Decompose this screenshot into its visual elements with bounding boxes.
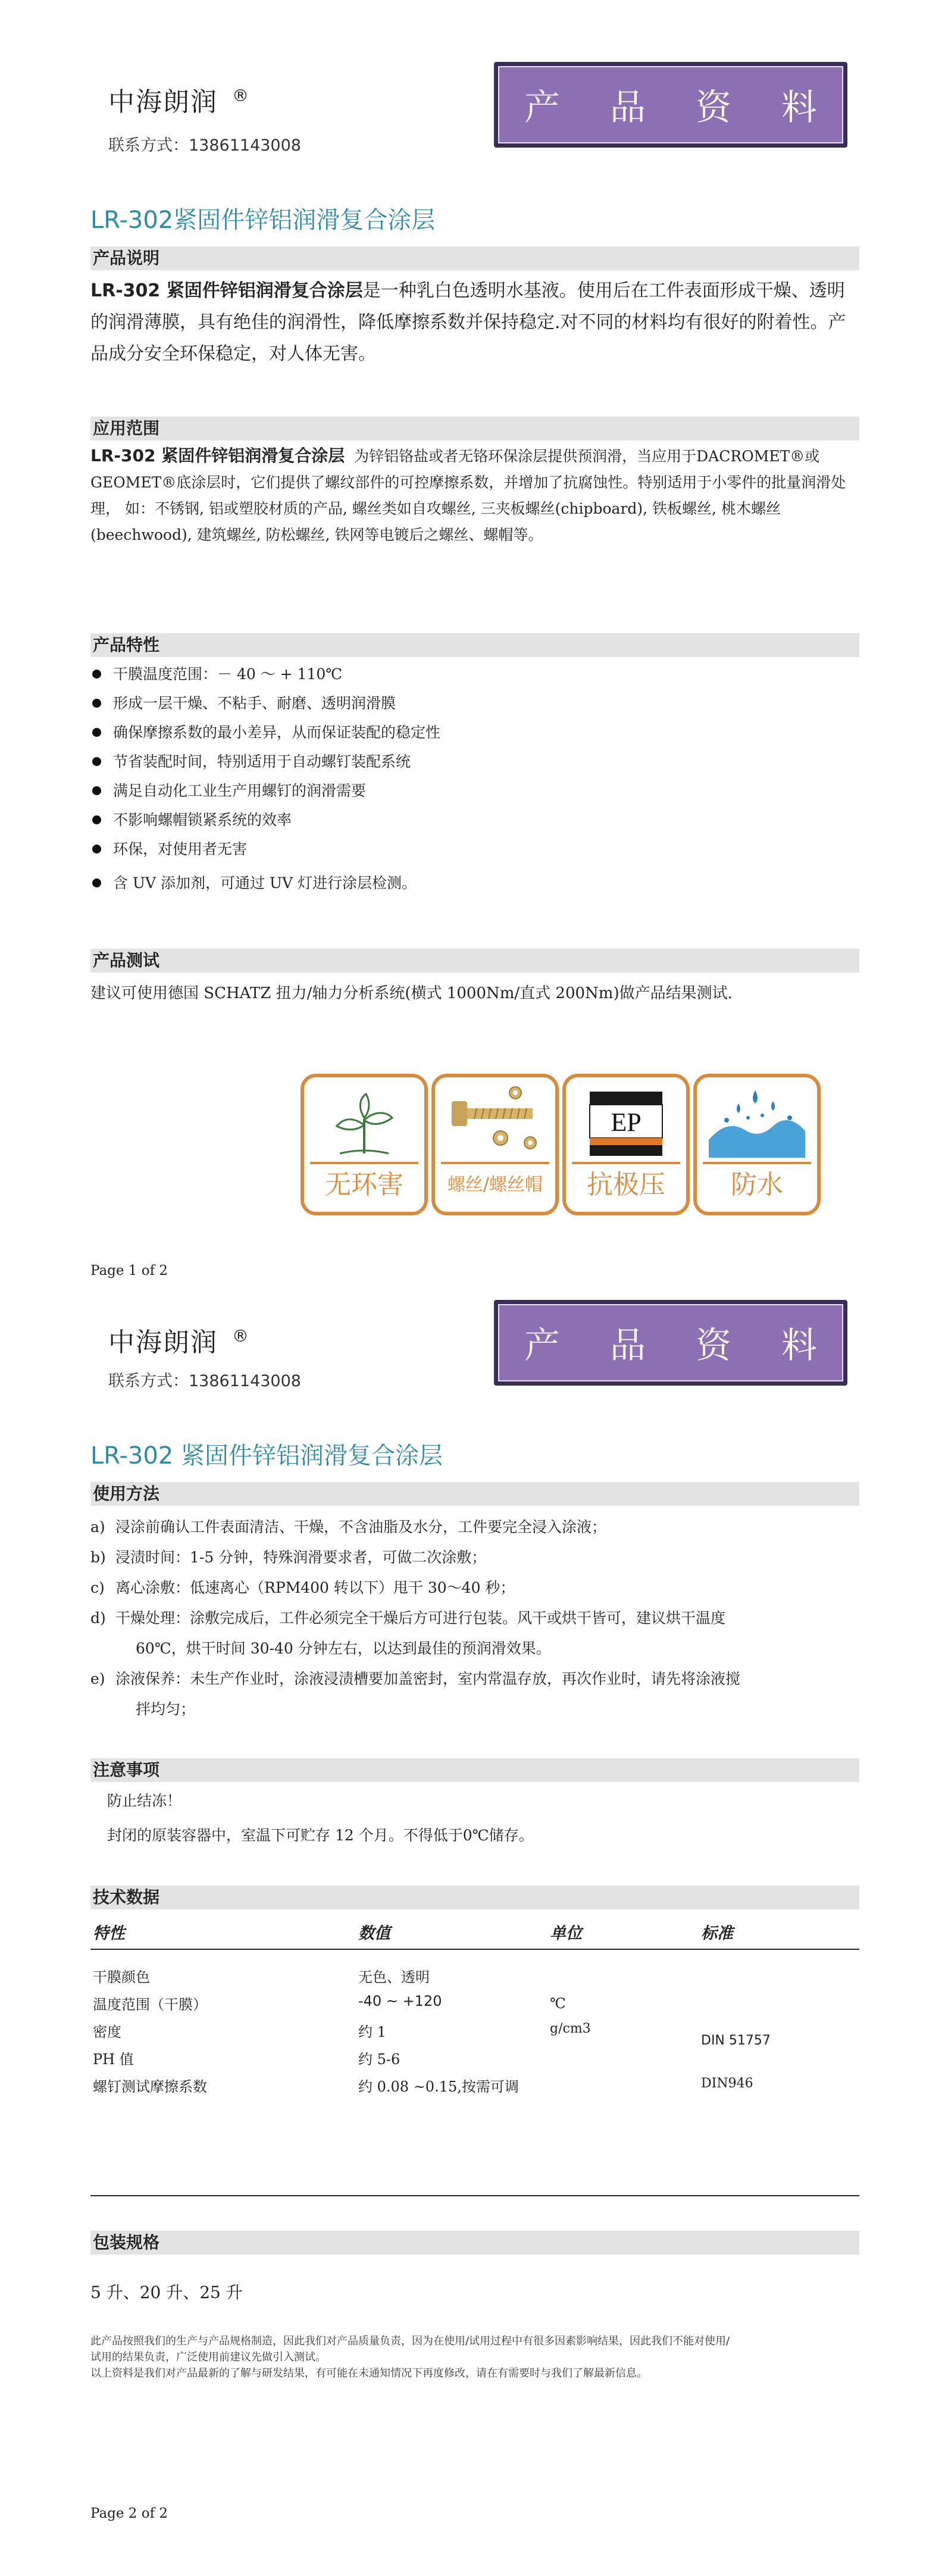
product-info-banner [494, 62, 847, 148]
banner-char: 产 [524, 87, 560, 129]
table-cell: 约 0.08 ~0.15,按需可调 [358, 2078, 519, 2095]
list-item: 满足自动化工业生产用螺钉的润滑需要 [92, 776, 854, 805]
screw-icon [441, 1083, 549, 1161]
company-name: 中海朗润 ® [108, 1326, 250, 1358]
banner-char: 料 [781, 87, 817, 129]
usage-step: b) 浸渍时间：1-5 分钟，特殊润滑要求者，可做二次涂敷； [90, 1549, 487, 1566]
badge-screw [431, 1074, 559, 1215]
badge-eco [301, 1074, 428, 1215]
usage-step: d) 干燥处理：涂敷完成后，工件必须完全干燥后方可进行包装。风干或烘干皆可，建议烘干温度 60℃，烘干时间 30-40 分钟左右，以达到最佳的预润滑效果。 [90, 1609, 726, 1657]
table-cell: 螺钉测试摩擦系数 [93, 2078, 207, 2095]
testing-paragraph: 建议可使用德国 SCHATZ 扭力/轴力分析系统(横式 1000Nm/直式 200Nm)做产品结果测试. [90, 984, 733, 1002]
page-number: Page 1 of 2 [90, 1263, 168, 1278]
badge-label: 抗极压 [572, 1162, 680, 1206]
banner-char: 品 [610, 87, 646, 129]
tech-data-table [90, 1920, 859, 2099]
packaging-text: 5 升、20 升、25 升 [90, 2283, 243, 2302]
list-item: 确保摩擦系数的最小差异，从而保证装配的稳定性 [92, 718, 854, 747]
section-heading-notes: 注意事项 [90, 1758, 859, 1782]
table-cell: 约 5-6 [358, 2051, 400, 2068]
section-heading-testing: 产品测试 [90, 949, 859, 973]
page-2 [0, 1288, 945, 2576]
table-cell: PH 值 [93, 2051, 134, 2068]
plant-icon [310, 1083, 418, 1161]
document-title: LR-302 紧固件锌铝润滑复合涂层 [90, 1442, 443, 1470]
table-cell: ℃ [550, 1995, 566, 2012]
banner-char: 料 [781, 1325, 817, 1367]
water-icon [703, 1083, 811, 1161]
column-header: 特性 [93, 1924, 125, 1943]
features-list [92, 659, 854, 898]
document-title: LR-302紧固件锌铝润滑复合涂层 [90, 207, 436, 234]
table-cell: 密度 [93, 2024, 121, 2040]
section-heading-features: 产品特性 [90, 633, 859, 657]
feature-badges [301, 1074, 821, 1215]
table-rule [90, 1949, 859, 1950]
usage-step: e) 涂液保养：未生产作业时，涂液浸渍槽要加盖密封，室内常温存放，再次作业时，请先将涂液搅 拌均匀； [90, 1670, 741, 1718]
registered-mark: ® [232, 1326, 250, 1346]
table-cell: DIN 51757 [701, 2033, 771, 2048]
badge-label: 螺丝/螺丝帽 [441, 1162, 549, 1206]
badge-water [693, 1074, 821, 1215]
section-heading-usage: 使用方法 [90, 1482, 859, 1506]
disclaimer: 此产品按照我们的生产与产品规格制造，因此我们对产品质量负责，因为在使用/试用过程中有很多因素影响结果，因此我们不能对使用/ 试用的结果负责，广泛使用前建议先做引入测试。 以上资料是我们对产品最新的了解与研发结果，有可能在未通知情况下再度修改，请在有需要时与我们了解最新信息。 [90, 2335, 730, 2380]
section-heading-description: 产品说明 [90, 246, 859, 270]
notes-text: 防止结冻！ 封闭的原装容器中，室温下可贮存 12 个月。不得低于0℃储存。 [107, 1792, 534, 1844]
description-paragraph: LR-302 紧固件锌铝润滑复合涂层是一种乳白色透明水基液。使用后在工件表面形成干燥、透明的润滑薄膜，具有绝佳的润滑性，降低摩擦系数并保持稳定.对不同的材料均有很好的附着性。产品成分安全环保稳定，对人体无害。 [90, 280, 846, 364]
badge-label: 防水 [703, 1162, 811, 1206]
column-header: 单位 [550, 1924, 582, 1943]
contact-info: 联系方式：13861143008 [108, 136, 301, 155]
list-item: 含 UV 添加剂，可通过 UV 灯进行涂层检测。 [92, 868, 854, 898]
usage-steps [90, 1512, 858, 1724]
banner-char: 产 [524, 1325, 560, 1367]
table-cell: 干膜颜色 [93, 1969, 150, 1986]
company-name: 中海朗润 ® [108, 86, 250, 117]
list-item: 环保，对使用者无害 [92, 834, 854, 864]
column-header: 数值 [358, 1924, 390, 1943]
list-item: 节省装配时间，特别适用于自动螺钉装配系统 [92, 747, 854, 776]
section-heading-application: 应用范围 [90, 417, 859, 440]
list-item: 形成一层干燥、不粘手、耐磨、透明润滑膜 [92, 689, 854, 718]
table-cell: 约 1 [358, 2024, 386, 2040]
page-number: Page 2 of 2 [90, 2506, 168, 2521]
ep-text: EP [611, 1108, 642, 1137]
usage-step: a) 浸涂前确认工件表面清洁、干燥，不含油脂及水分，工件要完全浸入涂液； [90, 1518, 607, 1536]
badge-label: 无环害 [310, 1162, 418, 1206]
ep-icon [572, 1083, 680, 1161]
table-cell: -40 ~ +120 [358, 1993, 442, 2009]
contact-info: 联系方式：13861143008 [108, 1372, 301, 1390]
table-bottom-rule [90, 2195, 859, 2196]
application-paragraph: LR-302 紧固件锌铝润滑复合涂层 为锌铝铬盐或者无铬环保涂层提供预润滑，当应用于DACROMET®或GEOMET®底涂层时，它们提供了螺纹部件的可控摩擦系数，并增加了抗腐蚀性。特别适用于小零件的批量润滑处理， 如：不锈钢, 铝或塑胶材质的产品, 螺丝类如自攻螺丝, 三夹板螺丝(chipboard), 铁板螺丝, 桃木螺丝(beechwood), 建筑螺丝, 防松螺丝, 铁网等电镀后之螺丝、螺帽等。 [90, 446, 846, 543]
column-header: 标准 [701, 1924, 733, 1943]
table-cell: 温度范围（干膜） [93, 1996, 207, 2013]
product-info-banner [494, 1300, 847, 1386]
registered-mark: ® [232, 86, 250, 106]
usage-step: c) 离心涂敷：低速离心（RPM400 转以下）甩干 30～40 秒； [90, 1579, 515, 1596]
list-item: 干膜温度范围：－ 40 ～ + 110℃ [92, 659, 854, 689]
section-heading-packaging: 包装规格 [90, 2231, 859, 2255]
banner-char: 品 [610, 1325, 646, 1367]
table-cell: DIN946 [701, 2076, 753, 2091]
banner-char: 资 [696, 1325, 731, 1367]
table-cell: 无色、透明 [358, 1969, 430, 1986]
list-item: 不影响螺帽锁紧系统的效率 [92, 805, 854, 834]
section-heading-tech: 技术数据 [90, 1886, 859, 1909]
table-cell: g/cm3 [550, 2021, 591, 2036]
banner-char: 资 [696, 87, 731, 129]
badge-ep [562, 1074, 690, 1215]
